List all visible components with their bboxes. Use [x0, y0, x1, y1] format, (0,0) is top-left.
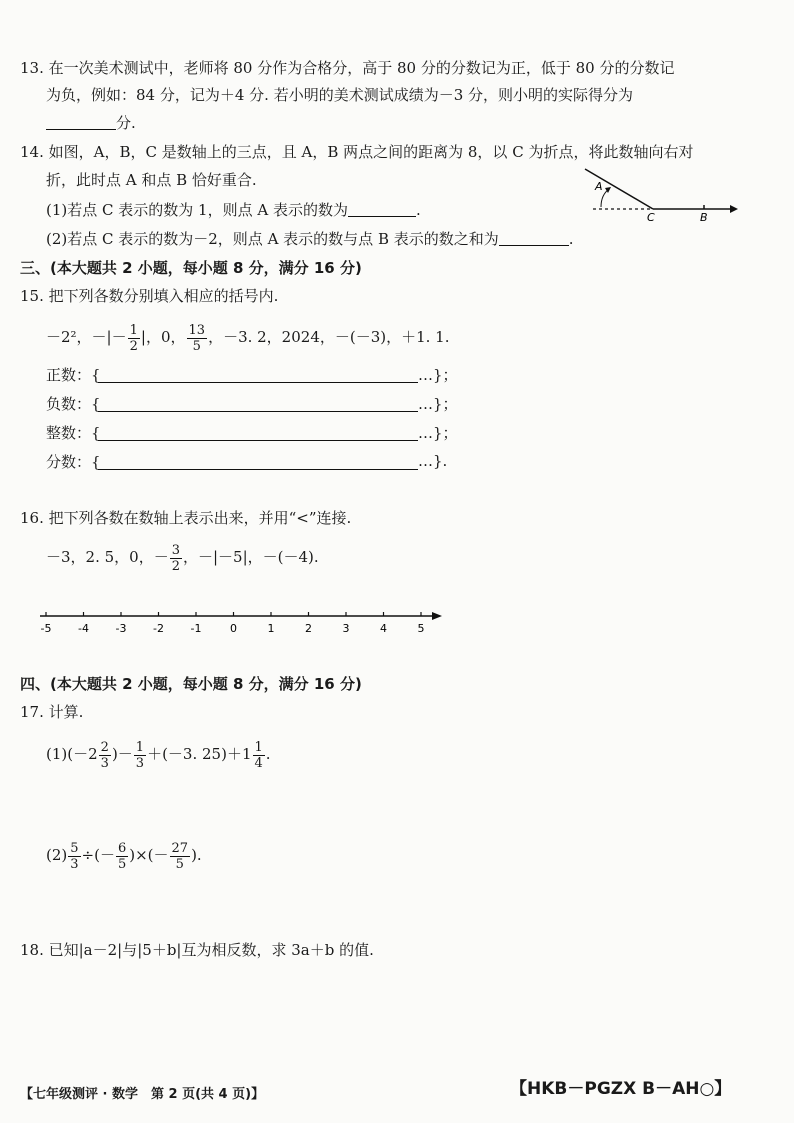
q14-sub2-text: (2)若点 C 表示的数为－2，则点 A 表示的数与点 B 表示的数之和为: [46, 230, 499, 248]
q16-tick-label: 4: [380, 622, 387, 635]
section-4-title: 四、(本大题共 2 小题，每小题 8 分，满分 16 分): [20, 675, 362, 693]
q14-line2: 折，此时点 A 和点 B 恰好重合.: [46, 171, 257, 189]
q15-fraction-1: $\frac{1}{2}$: [129, 322, 138, 354]
q16-tick-label: -1: [190, 622, 202, 635]
q17-title: 17. 计算.: [20, 703, 84, 721]
q16-tick-label: 2: [305, 622, 312, 635]
q13-answer-blank[interactable]: [46, 113, 116, 130]
q18-text: 18. 已知|a－2|与|5＋b|互为相反数，求 3a＋b 的值.: [20, 941, 374, 959]
axis-arrow-icon: [730, 205, 738, 213]
q14-figure: [575, 163, 750, 225]
q16-axis-arrow-icon: [432, 612, 442, 620]
q15-row-integer: 整数：{ …}；: [46, 423, 458, 442]
q16-tick-label: 3: [342, 622, 350, 635]
q14-sub1-blank[interactable]: [348, 200, 416, 217]
q14-sub1-text: (1)若点 C 表示的数为 1，则点 A 表示的数为: [46, 201, 348, 219]
q16-title: 16. 把下列各数在数轴上表示出来，并用“<”连接.: [20, 509, 352, 527]
q16-numbers: －3，2. 5，0，－ $\frac{3}{2}$ ，－|－5|，－(－4).: [46, 542, 319, 574]
q16-fraction: $\frac{3}{2}$: [171, 542, 180, 574]
q13-suffix: 分.: [116, 114, 136, 132]
q13-line3: [46, 111, 136, 135]
q15-row-fraction: 分数：{ …}.: [46, 452, 448, 471]
q16-number-line[interactable]: [36, 602, 456, 638]
q14-line1: 14. 如图，A，B，C 是数轴上的三点，且 A，B 两点之间的距离为 8，以 C 为折点，将此数轴向右对: [20, 143, 694, 161]
q16-tick-label: -3: [115, 622, 127, 635]
q16-tick-label: 5: [417, 622, 425, 635]
q17-part2: (2) $\frac{5}{3}$ ÷(－ $\frac{6}{5}$ )×(－ $\frac{27}{5}$ ).: [46, 840, 202, 872]
q15-numbers: －2²，－|－ $\frac{1}{2}$ |，0， $\frac{13}{5}$ ，－3. 2，2024，－(－3)，＋1. 1.: [46, 322, 450, 354]
q16-tick-label: 1: [267, 622, 275, 635]
q15-row-negative: 负数：{ …}；: [46, 394, 458, 413]
q13-line2: 为负，例如：84 分，记为＋4 分. 若小明的美术测试成绩为－3 分，则小明的实际得分为: [46, 86, 634, 104]
q15-fraction-2: $\frac{13}{5}$: [188, 322, 206, 354]
q17-part1: (1)(－2 $\frac{2}{3}$ )－ $\frac{1}{3}$ ＋(－3. 25)＋1 $\frac{1}{4}$ .: [46, 739, 271, 771]
q15-fraction-input[interactable]: [98, 452, 418, 470]
q16-tick-label: -4: [78, 622, 89, 635]
q16-tick-label: 0: [230, 622, 237, 635]
footer-code: 【HKB－PGZX B－AH○】: [510, 1079, 732, 1099]
q15-row-positive: 正数：{ …}；: [46, 365, 458, 384]
label-b: B: [700, 211, 708, 224]
q15-positive-input[interactable]: [98, 365, 418, 383]
label-c: C: [647, 211, 655, 224]
q15-title: 15. 把下列各数分别填入相应的括号内.: [20, 287, 279, 305]
q14-sub1: (1)若点 C 表示的数为 1，则点 A 表示的数为 .: [46, 201, 421, 219]
q15-integer-input[interactable]: [98, 423, 418, 441]
q14-sub2: (2)若点 C 表示的数为－2，则点 A 表示的数与点 B 表示的数之和为 .: [46, 230, 574, 248]
q16-tick-label: -2: [153, 622, 164, 635]
q15-negative-input[interactable]: [98, 394, 418, 412]
label-a: A: [595, 180, 603, 193]
q16-tick-label: -5: [40, 622, 52, 635]
q13-line1: 13. 在一次美术测试中，老师将 80 分作为合格分，高于 80 分的分数记为正，低于 80 分的分数记: [20, 59, 675, 77]
section-3-title: 三、(本大题共 2 小题，每小题 8 分，满分 16 分): [20, 259, 362, 277]
footer-left: 【七年级测评 · 数学 第 2 页(共 4 页)】: [20, 1087, 265, 1102]
q14-sub2-blank[interactable]: [499, 229, 569, 246]
